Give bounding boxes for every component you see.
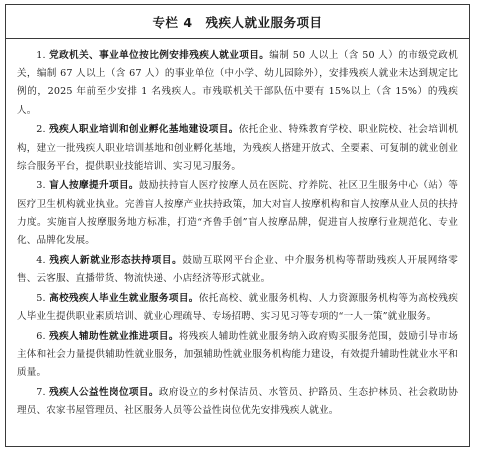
item-number: 3.	[36, 180, 46, 192]
item-body: 将残疾人辅助性就业服务纳入政府购买服务范围，鼓励引导市场主体和社会力量提供辅助性就业服务，加强辅助性就业服务机构能力建设，有效提升辅助性就业水平和质量。	[17, 330, 459, 378]
column-title: 专栏 4 残疾人就业服务项目	[6, 5, 469, 39]
item-heading: 高校残疾人毕业生就业服务项目。	[49, 292, 199, 304]
item-number: 1.	[36, 50, 46, 61]
item-heading: 残疾人新就业形态扶持项目。	[49, 254, 183, 266]
list-item	[17, 47, 458, 120]
item-number: 5.	[36, 292, 46, 304]
item-heading: 残疾人职业培训和创业孵化基地建设项目。	[49, 124, 239, 136]
item-body: 编制 50 人以上（含 50 人）的市级党政机关，编制 67 人以上（含 67 人）的事业单位（中小学、幼儿园除外），安排残疾人就业未达到规定比例的，2025 年前至少安排 1 名残疾人。市残联机关干部队伍中要有 15%以上（含 15%）的残疾人。	[17, 50, 458, 116]
item-body: 政府设立的乡村保洁员、水管员、护路员、生态护林员、社会救助协理员、农家书屋管理员、社区服务人员等公益性岗位优先安排残疾人就业。	[17, 386, 459, 416]
item-number: 2.	[36, 124, 46, 136]
list-item	[17, 290, 458, 326]
item-body: 依托企业、特殊教育学校、职业院校、社会培训机构，建立一批残疾人职业培训基地和创业孵化基地，为残疾人搭建开放式、全要素、可复制的就业创业综合服务平台，提供职业技能培训、实习见习服务。	[17, 124, 458, 172]
item-body: 依托高校、就业服务机构、人力资源服务机构等为高校残疾人毕业生提供职业素质培训、就业心理疏导、专场招聘、实习见习等专项的“一人一策”就业服务。	[17, 292, 458, 322]
item-number: 4.	[36, 254, 46, 266]
item-heading: 党政机关、事业单位按比例安排残疾人就业项目。	[49, 50, 270, 61]
list-item	[17, 177, 458, 250]
item-number: 7.	[36, 386, 46, 398]
item-body: 鼓励互联网平台企业、中介服务机构等帮助残疾人开展网络零售、云客服、直播带货、物流快递、小店经济等形式就业。	[17, 254, 458, 284]
list-item	[17, 252, 458, 288]
list-item	[17, 384, 458, 420]
item-list	[6, 39, 469, 420]
item-number: 6.	[36, 330, 46, 342]
item-heading: 残疾人公益性岗位项目。	[49, 386, 159, 398]
list-item	[17, 121, 458, 176]
list-item	[17, 328, 458, 383]
item-body: 鼓励扶持盲人医疗按摩人员在医院、疗养院、社区卫生服务中心（站）等医疗卫生机构就业执业。完善盲人按摩产业扶持政策，加大对盲人按摩机构和盲人按摩从业人员的扶持力度。实施盲人按摩服务地方标准，打造“齐鲁手创”盲人按摩品牌，促进盲人按摩行业规范化、专业化、品牌化发展。	[17, 180, 458, 247]
item-heading: 盲人按摩提升项目。	[49, 180, 139, 192]
column-box	[5, 4, 470, 447]
item-heading: 残疾人辅助性就业推进项目。	[49, 330, 179, 342]
